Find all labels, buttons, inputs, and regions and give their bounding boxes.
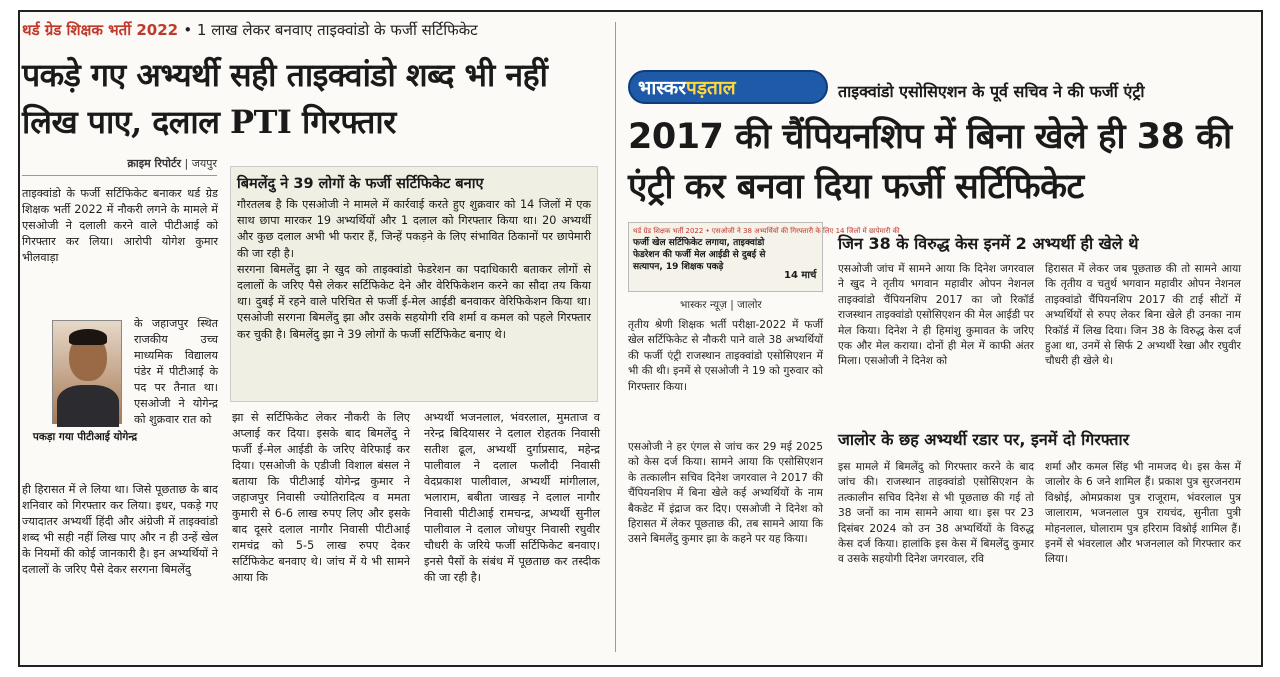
- right-colC: हिरासत में लेकर जब पूछताछ की तो सामने आया कि तृतीय व चतुर्थ भगवान महावीर ओपन नेशनल ताइक्वांडो चैंपियनशिप 2017 की टाई सीटों में अभ्यर्थियों से रुपए लेकर बिना खेले ही उनका नाम रिकॉर्ड में लिख दिया। जिन 38 के विरुद्ध केस दर्ज हुआ था, उनमें से सिर्फ 2 अभ्यर्थी रेखा और रघुवीर चौधरी ही खेले थे।: [1045, 263, 1241, 368]
- right-colC2: शर्मा और कमल सिंह भी नामजद थे। इस केस में जालोर के 6 जने शामिल हैं। प्रकाश पुत्र सुरजनराम विश्नोई, ओमप्रकाश पुत्र राजूराम, भंवरलाल पुत्र जालाराम, भजनलाल पुत्र रायचंद, सुनीता पुत्री मोहनलाल, घोलाराम पुत्र हरिराम विश्नोई शामिल हैं। इनमें से भंवरलाल और भजनलाल को गिरफ्तार कर लिया।: [1045, 461, 1241, 566]
- sidebar-box: [230, 166, 598, 402]
- box-title: बिमलेंदु ने 39 लोगों के फर्जी सर्टिफिकेट बनाए: [237, 176, 484, 192]
- right-colA-intro: तृतीय श्रेणी शिक्षक भर्ती परीक्षा-2022 में फर्जी खेल सर्टिफिकेट से नौकरी पाने वाले 38 अभ्यर्थियों की फर्जी एंट्री राजस्थान ताइक्वांडो एसोसिएशन में भी की थी। इनमें से एसओजी ने 19 को गुरुवार को गिरफ्तार किया।: [628, 319, 823, 393]
- right-colB2: इस मामले में बिमलेंदु को गिरफ्तार करने के बाद जांच की। राजस्थान ताइक्वांडो एसोसिएशन के तत्कालीन सचिव दिनेश से भी पूछताछ की गई तो 38 जनों का नाम सामने आया था। इस पर 23 दिसंबर 2024 को उन 38 अभ्यर्थियों के विरुद्ध केस दर्ज किया। हालांकि इस केस में बिमलेंदु कुमार व उसके सहयोगी दिनेश जगरवाल, रवि: [838, 461, 1034, 566]
- earlier-report-thumbnail: [628, 222, 900, 292]
- kicker-summary: • 1 लाख लेकर बनवाए ताइक्वांडो के फर्जी सर्टिफिकेट: [183, 21, 478, 39]
- kicker-topic: थर्ड ग्रेड शिक्षक भर्ती 2022: [22, 21, 179, 39]
- thumb-headline: फर्जी खेल सर्टिफिकेट लगाया, ताइक्वांडो फेडरेशन की फर्जी मेल आईडी से दुबई से सत्यापन, 19 शिक्षक पकड़े: [633, 238, 766, 272]
- thumb-date: 14 मार्च: [784, 270, 817, 281]
- column-divider: [615, 22, 616, 652]
- left-headline: पकड़े गए अभ्यर्थी सही ताइक्वांडो शब्द भी नहीं लिख पाए, दलाल PTI गिरफ्तार: [22, 56, 548, 141]
- accused-photo: [52, 320, 122, 424]
- subhead-38-cases: जिन 38 के विरुद्ध केस इनमें 2 अभ्यर्थी ही खेले थे: [838, 234, 1139, 253]
- box-para-2: सरगना बिमलेंदु झा ने खुद को ताइक्वांडो फेडरेशन का पदाधिकारी बताकर लोगों से दलालों के जरिए पैसे लेकर सर्टिफिकेट देने और वेरिफिकेशन करने का सौदा तय किया था। दुबई में रहने वाले परिचित से फर्जी ई-मेल आईडी बनवाकर वेरिफिकेशन किया था। एसओजी सरगना बिमलेंदु झा और उसके सहयोगी रवि शर्मा व कमल को पहले गिरफ्तार कर चुकी है। बिमलेंदु झा ने 39 लोगों के फर्जी सर्टिफिकेट बनाए थे।: [237, 262, 591, 341]
- left-col3: अभ्यर्थी भजनलाल, भंवरलाल, मुमताज व नरेन्द्र बिदियासर ने दलाल रोहतक निवासी सतीश ढूल, अभ्यर्थी दुर्गाप्रसाद, महेन्द्र पालीवाल ने दलाल फलौदी निवासी वेदप्रकाश पालीवाल, अभ्यर्थी मांगीलाल, भलाराम, बबीता जाखड़ ने दलाल नागौर निवासी पीटीआई रामचन्द्र, अभ्यर्थी सुनील पालीवाल ने दलाल जोधपुर निवासी रघुवीर चौधरी के जरिये फर्जी सर्टिफिकेट बनवाए। इनसे पैसों के संबंध में पूछताछ कर तस्दीक की जा रही है।: [424, 411, 600, 584]
- right-kicker: ताइक्वांडो एसोसिएशन के पूर्व सचिव ने की फर्जी एंट्री: [838, 82, 1145, 101]
- left-kicker: [22, 20, 478, 40]
- left-col1-side: के जहाजपुर स्थित राजकीय उच्च माध्यमिक विद्यालय पंडेर में पीटीआई के पद पर तैनात था। एसओजी ने योगेन्द्र को शुक्रवार रात को: [134, 317, 218, 426]
- right-colB: एसओजी जांच में सामने आया कि दिनेश जगरवाल ने खुद ने तृतीय भगवान महावीर ओपन नेशनल ताइक्वांडो चैंपियनशिप 2017 का जो रिकॉर्ड राजस्थान ताइक्वांडो एसोसिएशन की मेल आईडी पर मेल किया। दिनेश ने ही हिमांशु कुमावत के जरिए एक और मेल कराया। दोनों ही मेल में काफी अंतर मिला। एसओजी ने दिनेश को: [838, 263, 1034, 368]
- thumb-caption: भास्कर न्यूज़ | जालोर: [680, 299, 762, 311]
- left-byline: [22, 156, 217, 176]
- byline-name: क्राइम रिपोर्टर: [127, 157, 181, 170]
- photo-caption: पकड़ा गया पीटीआई योगेन्द्र: [32, 431, 138, 443]
- brand-logo: भास्करपड़ताल: [638, 77, 736, 99]
- box-para-1: गौरतलब है कि एसओजी ने मामले में कार्रवाई करते हुए शुक्रवार को 14 जिलों में एक साथ छापा मारकर 19 अभ्यर्थियों और 1 दलाल को गिरफ्तार किया था। 20 अभ्यर्थी और कुछ दलाल अभी भी फरार हैं, जिन्हें पकड़ने के लिए संभावित ठिकानों पर छापेमारी की जा रही है।: [237, 198, 591, 260]
- byline-city: | जयपुर: [184, 157, 217, 170]
- left-col2: झा से सर्टिफिकेट लेकर नौकरी के लिए अप्लाई कर दिया। इसके बाद बिमलेंदु ने फर्जी ई-मेल आईडी के जरिए वेरिफाई कर दिया। एसओजी के एडीजी विशाल बंसल ने बताया कि पीटीआई योगेन्द्र कुमार ने जहाजपुर निवासी ज्योतिरादित्य व ममता कुमारी से 6-6 लाख रुपए लिए और इसके बाद दूसरे दलाल नागौर निवासी पीटीआई रामचंद्र को 5-5 लाख रुपए देकर सर्टिफिकेट बनवाए थे। जांच में ये भी सामने आया कि: [232, 411, 410, 584]
- right-colA-continued: एसओजी ने हर एंगल से जांच कर 29 मई 2025 को केस दर्ज किया। सामने आया कि एसोसिएशन के तत्कालीन सचिव दिनेश जगरवाल ने 2017 की चैंपियनशिप में बिना खेले कई अभ्यर्थियों के नाम बैकडेट में इंद्राज कर दिए। एसओजी ने दिनेश को हिरासत में लेकर पूछताछ की, तब सामने आया कि उसने बिमलेंदु कुमार झा के कहने पर यह किया।: [628, 441, 823, 546]
- right-headline: 2017 की चैंपियनशिप में बिना खेले ही 38 की एंट्री कर बनवा दिया फर्जी सर्टिफिकेट: [628, 117, 1232, 207]
- left-col1-intro: ताइक्वांडो के फर्जी सर्टिफिकेट बनाकर थर्ड ग्रेड शिक्षक भर्ती 2022 में नौकरी लगने के मामले में एसओजी ने दलाली करने वाले पीटीआई को गिरफ्तार कर लिया। आरोपी योगेश कुमार भीलवाड़ा: [22, 187, 218, 264]
- left-col1-continued: ही हिरासत में ले लिया था। जिसे पूछताछ के बाद शनिवार को गिरफ्तार कर लिया। इधर, पकड़े गए ज्यादातर अभ्यर्थी हिंदी और अंग्रेजी में ताइक्वांडो शब्द भी सही नहीं लिख पाए और न ही उन्हें खेल के नियमों की कोई जानकारी है। इन अभ्यर्थियों ने दलालों के जरिए पैसे देकर सरगना बिमलेंदु: [22, 483, 218, 576]
- subhead-jalore: जालोर के छह अभ्यर्थी रडार पर, इनमें दो गिरफ्तार: [838, 430, 1130, 449]
- thumb-kicker: थर्ड ग्रेड शिक्षक भर्ती 2022 • एसओजी ने 38 अभ्यर्थियों की गिरफ्तारी के लिए 14 जिलों में छापेमारी की: [633, 227, 900, 235]
